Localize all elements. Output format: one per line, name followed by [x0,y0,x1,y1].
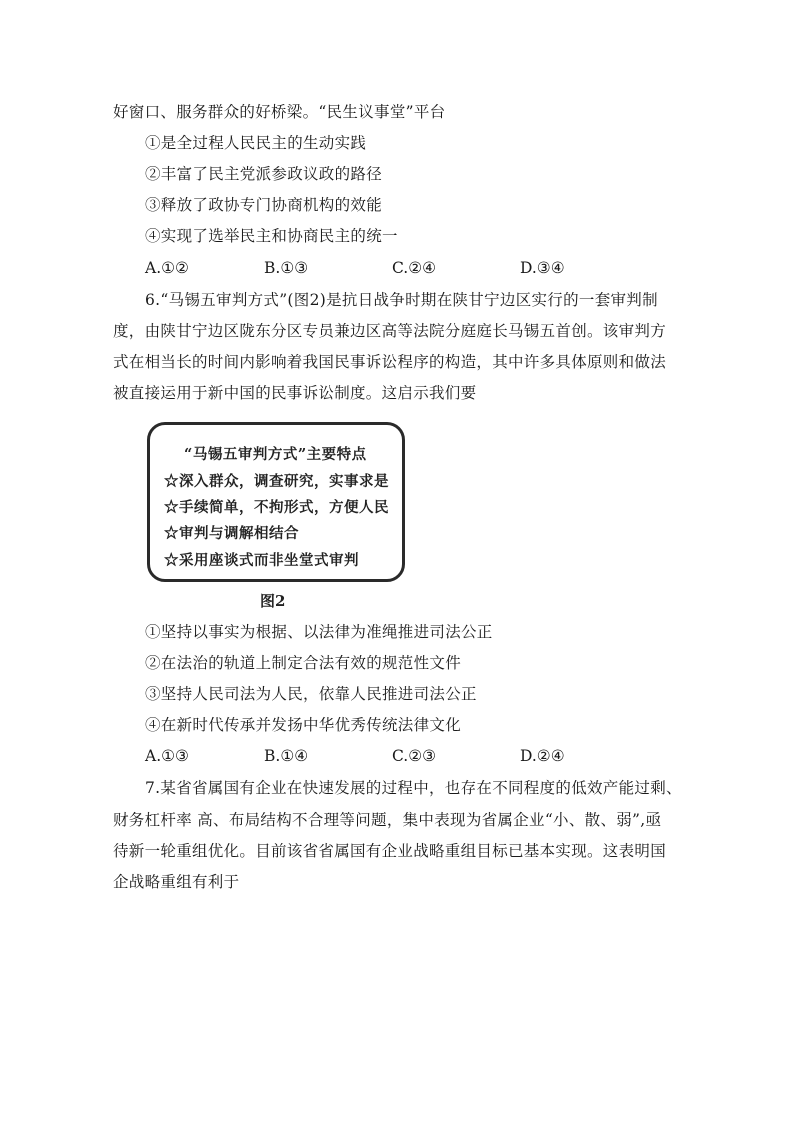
q5-option-b: B.①③ [264,259,309,277]
q5-option-c: C.②④ [392,259,437,277]
figure-2-box [147,422,405,582]
figure-point-4: ☆采用座谈式而非坐堂式审判 [164,552,359,569]
figure-caption: 图2 [260,592,286,610]
q5-item-1: ①是全过程人民民主的生动实践 [145,134,367,152]
q6-stem-line-3: 式在相当长的时间内影响着我国民事诉讼程序的构造，其中许多具体原则和做法 [113,353,667,371]
q7-stem-line-1: 7.某省省属国有企业在快速发展的过程中，也存在不同程度的低效产能过剩、 [145,779,682,797]
q7-stem-line-4: 企战略重组有利于 [113,873,240,891]
q7-stem-line-3: 待新一轮重组优化。目前该省省属国有企业战略重组目标已基本实现。这表明国 [113,842,667,860]
q6-option-c: C.②③ [392,747,437,765]
figure-point-2: ☆手续简单，不拘形式，方便人民 [164,499,389,516]
q5-item-2: ②丰富了民主党派参政议政的路径 [145,165,383,183]
figure-point-3: ☆审判与调解相结合 [164,525,299,542]
q6-option-d: D.②④ [520,747,565,765]
figure-point-1: ☆深入群众，调查研究，实事求是 [164,473,389,490]
q5-item-3: ③释放了政协专门协商机构的效能 [145,196,383,214]
q6-item-2: ②在法治的轨道上制定合法有效的规范性文件 [145,654,462,672]
q5-stem-tail: 好窗口、服务群众的好桥梁。“民生议事堂”平台 [113,103,446,121]
q6-item-3: ③坚持人民司法为人民，依靠人民推进司法公正 [145,685,477,703]
q6-option-b: B.①④ [264,747,309,765]
q7-stem-line-2: 财务杠杆率 高、布局结构不合理等问题，集中表现为省属企业“小、散、弱”,亟 [113,811,662,829]
q6-stem-line-2: 度，由陕甘宁边区陇东分区专员兼边区高等法院分庭庭长马锡五首创。该审判方 [113,322,667,340]
figure-title: “马锡五审判方式”主要特点 [184,446,367,463]
q6-item-4: ④在新时代传承并发扬中华优秀传统法律文化 [145,716,462,734]
q6-stem-line-4: 被直接运用于新中国的民事诉讼制度。这启示我们要 [113,384,477,402]
q6-option-a: A.①③ [145,747,189,765]
q6-item-1: ①坚持以事实为根据、以法律为准绳推进司法公正 [145,623,493,641]
q5-option-a: A.①② [145,259,189,277]
q5-item-4: ④实现了选举民主和协商民主的统一 [145,227,398,245]
q5-option-d: D.③④ [520,259,565,277]
q6-stem-line-1: 6.“马锡五审判方式”(图2)是抗日战争时期在陕甘宁边区实行的一套审判制 [145,291,658,309]
